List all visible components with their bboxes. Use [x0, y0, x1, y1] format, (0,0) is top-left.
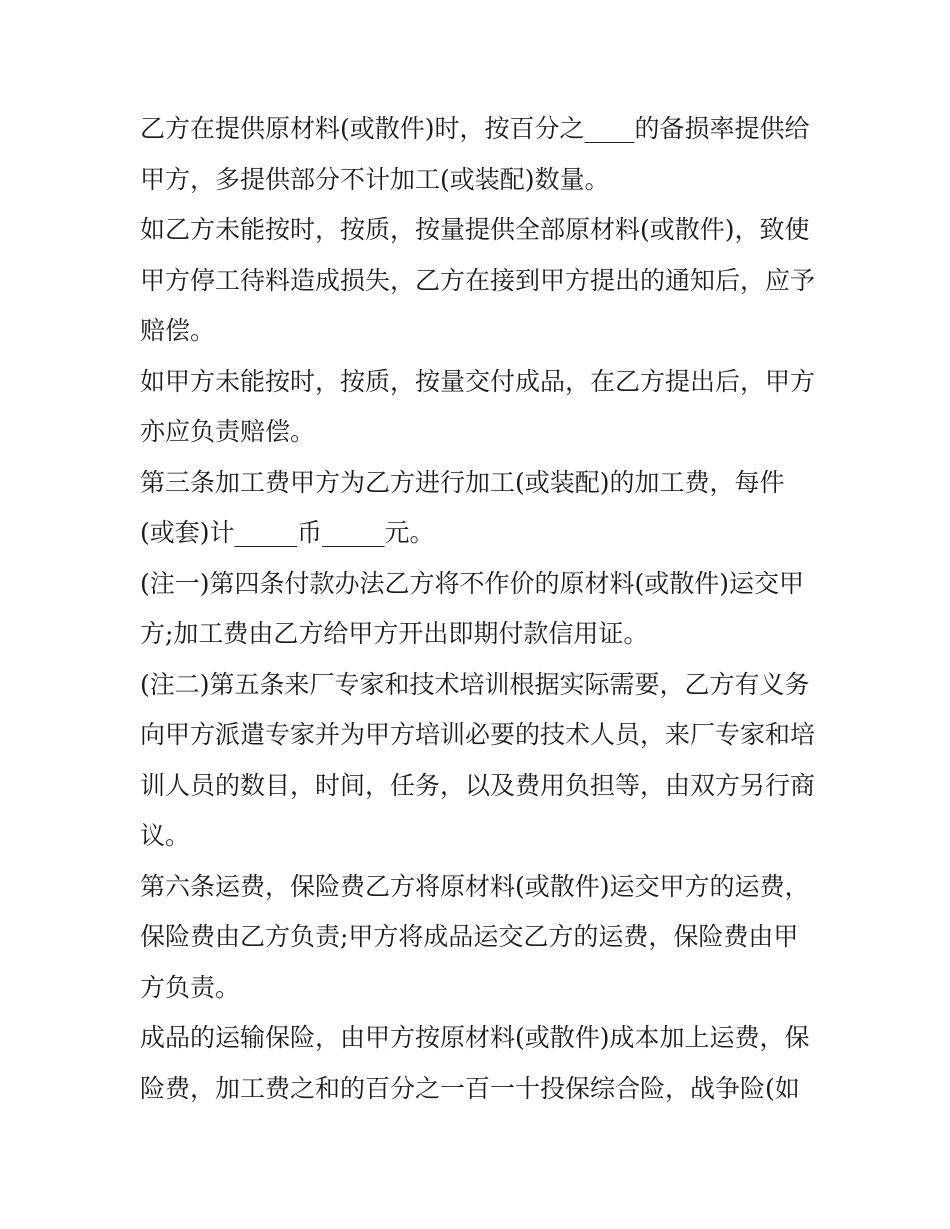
text-line: 方;加工费由乙方给甲方开出即期付款信用证。	[140, 619, 649, 648]
text-line: (注二)第五条来厂专家和技术培训根据实际需要，乙方有义务	[140, 669, 810, 699]
text-line: 向甲方派遣专家并为甲方培训必要的技术人员，来厂专家和培	[140, 720, 816, 749]
text-line: 赔偿。	[140, 316, 216, 345]
text-line: 亦应负责赔偿。	[140, 417, 316, 446]
document-body	[140, 104, 820, 1114]
text-line: 如甲方未能按时，按质，按量交付成品，在乙方提出后，甲方	[140, 366, 816, 396]
text-line: 成品的运输保险，由甲方按原材料(或散件)成本加上运费，保	[140, 1023, 810, 1052]
text-line: 方负责。	[140, 972, 241, 1002]
text-line: 乙方在提供原材料(或散件)时，按百分之____的备损率提供给	[140, 114, 810, 143]
text-line: 议。	[140, 821, 191, 850]
text-line: 训人员的数目，时间，任务，以及费用负担等，由双方另行商	[140, 770, 816, 800]
text-line: 险费，加工费之和的百分之一百一十投保综合险，战争险(如	[140, 1073, 800, 1103]
text-line: 第三条加工费甲方为乙方进行加工(或装配)的加工费，每件	[140, 467, 785, 497]
text-line: (或套)计_____币_____元。	[140, 518, 435, 547]
text-line: 如乙方未能按时，按质，按量提供全部原材料(或散件)，致使	[140, 215, 810, 244]
text-line: 保险费由乙方负责;甲方将成品运交乙方的运费，保险费由甲	[140, 922, 799, 951]
text-line: (注一)第四条付款办法乙方将不作价的原材料(或散件)运交甲	[140, 568, 805, 598]
text-line: 第六条运费，保险费乙方将原材料(或散件)运交甲方的运费，	[140, 871, 810, 901]
text-line: 甲方，多提供部分不计加工(或装配)数量。	[140, 164, 610, 194]
text-line: 甲方停工待料造成损失，乙方在接到甲方提出的通知后，应予	[140, 265, 816, 295]
